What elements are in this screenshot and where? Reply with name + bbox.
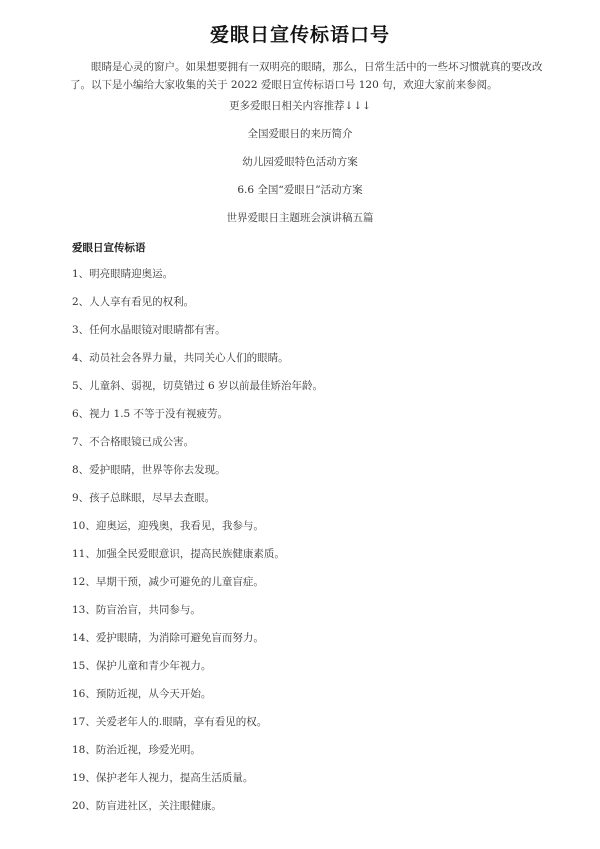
related-link-kindergarten[interactable]: 幼儿园爱眼特色活动方案 bbox=[242, 156, 358, 168]
slogan-item: 20、防盲进社区，关注眼健康。 bbox=[72, 800, 222, 812]
slogan-item: 2、人人享有看见的权利。 bbox=[72, 296, 195, 308]
slogan-item: 18、防治近视，珍爱光明。 bbox=[72, 744, 201, 756]
slogan-item: 8、爱护眼睛，世界等你去发现。 bbox=[72, 464, 226, 476]
slogan-item: 4、动员社会各界力量，共同关心人们的眼睛。 bbox=[72, 352, 289, 364]
slogan-item: 3、任何水晶眼镜对眼睛都有害。 bbox=[72, 324, 226, 336]
section-heading: 爱眼日宣传标语 bbox=[72, 242, 146, 254]
slogan-item: 1、明亮眼睛迎奥运。 bbox=[72, 268, 174, 280]
slogan-item: 19、保护老年人视力，提高生活质量。 bbox=[72, 772, 254, 784]
related-link-speech[interactable]: 世界爱眼日主题班会演讲稿五篇 bbox=[226, 212, 374, 224]
page-title: 爱眼日宣传标语口号 bbox=[209, 24, 390, 46]
related-link-activity-plan[interactable]: 6.6 全国“爱眼日”活动方案 bbox=[237, 184, 363, 196]
slogan-list bbox=[72, 266, 572, 826]
intro-paragraph: 眼睛是心灵的窗户。如果想要拥有一双明亮的眼睛，那么，日常生活中的一些坏习惯就真的要改改了。以下是小编给大家收集的关于 2022 爱眼日宣传标语口号 120 句，欢迎大家前来参阅。 bbox=[70, 61, 543, 91]
slogan-item: 11、加强全民爱眼意识，提高民族健康素质。 bbox=[72, 548, 285, 560]
related-links bbox=[0, 98, 600, 238]
related-header: 更多爱眼日相关内容推荐↓↓↓ bbox=[229, 100, 371, 112]
slogan-item: 15、保护儿童和青少年视力。 bbox=[72, 660, 212, 672]
related-link-history[interactable]: 全国爱眼日的来历简介 bbox=[247, 128, 353, 140]
slogan-item: 9、孩子总眯眼，尽早去查眼。 bbox=[72, 492, 216, 504]
slogan-item: 14、爱护眼睛，为消除可避免盲而努力。 bbox=[72, 632, 264, 644]
slogan-item: 17、关爱老年人的.眼睛，享有看见的权。 bbox=[72, 716, 268, 728]
slogan-item: 13、防盲治盲，共同参与。 bbox=[72, 604, 201, 616]
slogan-item: 7、不合格眼镜已成公害。 bbox=[72, 436, 195, 448]
slogan-item: 16、预防近视，从今天开始。 bbox=[72, 688, 212, 700]
slogan-item: 5、儿童斜、弱视，切莫错过 6 岁以前最佳矫治年龄。 bbox=[72, 380, 324, 392]
slogan-item: 10、迎奥运，迎残奥，我看见，我参与。 bbox=[72, 520, 264, 532]
slogan-item: 6、视力 1.5 不等于没有视疲劳。 bbox=[72, 408, 229, 420]
slogan-item: 12、早期干预，减少可避免的儿童盲症。 bbox=[72, 576, 264, 588]
